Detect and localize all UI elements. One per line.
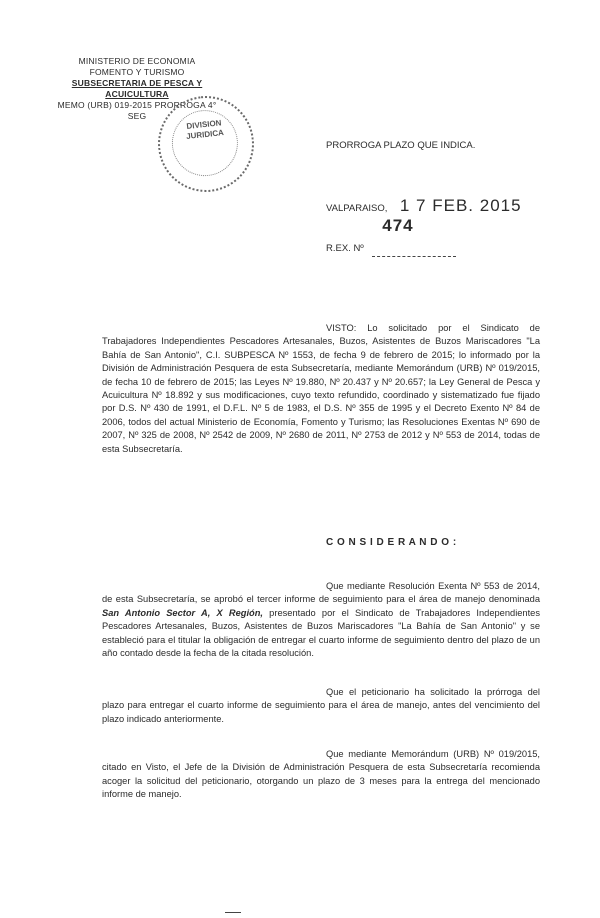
ministry-name: MINISTERIO DE ECONOMIA xyxy=(78,56,196,66)
considerando-paragraph-3: Que mediante Memorándum (URB) Nº 019/2015, citado en Visto, el Jefe de la División de Administración Pesquera de esta Subsecretaría recomienda acoger la solicitud del peticionario, otorgando un plazo de 3 meses para la entrega del mencionado informe de manejo. xyxy=(102,749,540,800)
subject-line: PRORROGA PLAZO QUE INDICA. xyxy=(326,140,476,151)
place-date xyxy=(326,196,522,216)
resolution-number: 474 xyxy=(382,216,414,235)
considerando-1-emphasis: San Antonio Sector A, X Región, xyxy=(102,607,263,618)
visto-paragraph: VISTO: Lo solicitado por el Sindicato de Trabajadores Independientes Pescadores Artesanales, Buzos, Asistentes de Buzos Mariscadores "La Bahía de San Antonio", C.I. SUBPESCA Nº 1553, de fecha 9 de febrero de 2015; lo informado por la División de Administración Pesquera de esta Subsecretaría, mediante Memorándum (URB) Nº 019/2015, de fecha 10 de febrero de 2015; las Leyes Nº 19.880, Nº 20.437 y Nº 20.657; la Ley General de Pesca y Acuicultura Nº 18.892 y sus modificaciones, cuyo texto refundido, coordinado y sistematizado fue fijado por D.S. Nº 430 de 1991, el D.F.L. Nº 5 de 1983, el D.S. Nº 355 de 1995 y el Decreto Exento Nº 84 de 2006, todos del actual Ministerio de Economía, Fomento y Turismo; las Resoluciones Exentas Nº 690 de 2007, Nº 325 de 2008, Nº 2542 de 2009, Nº 2680 de 2011, Nº 2753 de 2012 y Nº 553 de 2014, todas de esta Subsecretaría. xyxy=(102,323,540,454)
stamp-line-2: JURIDICA xyxy=(185,128,225,142)
place-label: VALPARAISO, xyxy=(326,203,388,214)
considerando-paragraph-1 xyxy=(102,580,540,660)
resolution-label: R.EX. Nº xyxy=(326,243,364,254)
considerando-1-before: Que mediante Resolución Exenta Nº 553 de 2014, de esta Subsecretaría, se aprobó el tercer informe de seguimiento para el área de manejo denominada xyxy=(102,581,540,605)
scan-mark xyxy=(225,912,241,913)
considerando-title: C O N S I D E R A N D O : xyxy=(326,537,457,548)
considerando-1-after: presentado por el Sindicato de Trabajadores Independientes Pescadores Artesanales, Buzos, Asistentes de Buzos Mariscadores "La Bahía de San Antonio" y se estableció para el titular la obligación de entregar el cuarto informe de seguimiento dentro del plazo de un año contado desde la fecha de la citada resolución. xyxy=(102,607,540,659)
memo-reference: MEMO (URB) 019-2015 PRORROGA 4° SEG xyxy=(57,100,217,121)
department-name: FOMENTO Y TURISMO xyxy=(89,67,185,77)
considerando-paragraph-2: Que el peticionario ha solicitado la prórroga del plazo para entregar el cuarto informe de seguimiento para el área de manejo, antes del vencimiento del plazo indicado anteriormente. xyxy=(102,687,540,724)
date-stamp: 1 7 FEB. 2015 xyxy=(399,196,522,215)
resolution-number-field xyxy=(372,216,456,257)
resolution-number-line xyxy=(326,216,456,257)
subsecretariat-name: SUBSECRETARIA DE PESCA Y ACUICULTURA xyxy=(71,78,203,99)
stamp-line-1: DIVISION xyxy=(186,118,222,131)
